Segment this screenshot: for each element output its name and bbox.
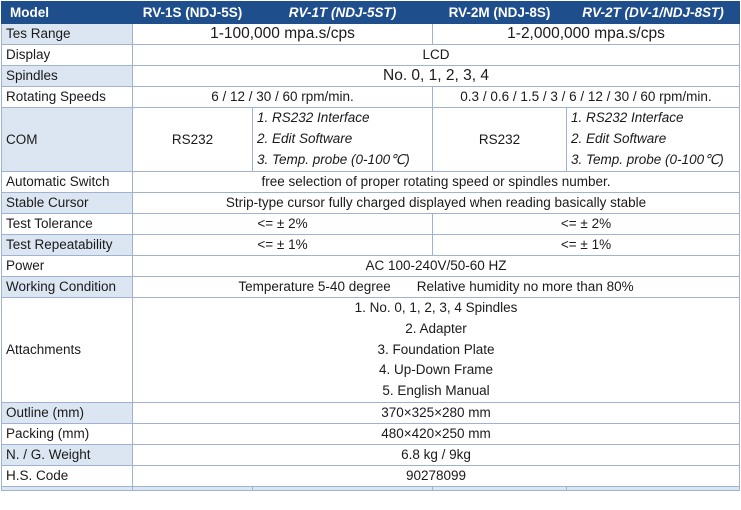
header-rv-1s: RV-1S (NDJ-5S) xyxy=(133,2,253,24)
weight-value: 6.8 kg / 9kg xyxy=(133,445,740,466)
row-label: Stable Cursor xyxy=(2,193,133,214)
com-left-list xyxy=(253,108,433,172)
attachments-list xyxy=(133,298,740,403)
com-right: RS232 xyxy=(433,108,567,172)
row-label: Attachments xyxy=(2,298,133,403)
working-condition-humidity: Relative humidity no more than 80% xyxy=(416,279,634,294)
list-item: 4. Up-Down Frame xyxy=(378,362,494,378)
test-repeatability-right: <= ± 1% xyxy=(433,235,740,256)
test-repeatability-left: <= ± 1% xyxy=(133,235,433,256)
list-item: 1. RS232 Interface xyxy=(257,110,370,125)
automatic-switch-value: free selection of proper rotating speed or spindles number. xyxy=(133,172,740,193)
row-label: COM xyxy=(2,108,133,172)
row-com xyxy=(2,108,740,172)
row-test-tolerance xyxy=(2,214,740,235)
list-item: 3. Temp. probe (0-100℃) xyxy=(257,152,410,167)
row-label: Outline (mm) xyxy=(2,403,133,424)
tes-range-right: 1-2,000,000 mpa.s/cps xyxy=(433,24,740,45)
header-rv-2m: RV-2M (NDJ-8S) xyxy=(433,2,567,24)
row-spindles xyxy=(2,66,740,87)
list-item: 3. Temp. probe (0-100℃) xyxy=(571,152,724,167)
list-item: 2. Adapter xyxy=(405,320,467,336)
tail-cell xyxy=(433,487,567,491)
outline-value: 370×325×280 mm xyxy=(133,403,740,424)
working-condition-value xyxy=(133,277,740,298)
rotating-speeds-right: 0.3 / 0.6 / 1.5 / 3 / 6 / 12 / 30 / 60 rpm/min. xyxy=(433,87,740,108)
list-item: 1. No. 0, 1, 2, 3, 4 Spindles xyxy=(354,300,518,315)
row-automatic-switch xyxy=(2,172,740,193)
tail-cell xyxy=(2,487,133,491)
list-item: 2. Edit Software xyxy=(571,131,667,146)
row-label: Working Condition xyxy=(2,277,133,298)
list-item: 1. RS232 Interface xyxy=(571,110,684,125)
row-label: Power xyxy=(2,256,133,277)
power-value: AC 100-240V/50-60 HZ xyxy=(133,256,740,277)
display-value: LCD xyxy=(133,45,740,66)
row-label: Test Tolerance xyxy=(2,214,133,235)
row-label: H.S. Code xyxy=(2,466,133,487)
row-label: N. / G. Weight xyxy=(2,445,133,466)
row-attachments xyxy=(2,298,740,403)
rotating-speeds-left: 6 / 12 / 30 / 60 rpm/min. xyxy=(133,87,433,108)
row-label: Display xyxy=(2,45,133,66)
row-label: Test Repeatability xyxy=(2,235,133,256)
row-packing xyxy=(2,424,740,445)
header-rv-1t: RV-1T (NDJ-5ST) xyxy=(253,2,433,24)
row-weight xyxy=(2,445,740,466)
tail-cell xyxy=(567,487,740,491)
row-label: Automatic Switch xyxy=(2,172,133,193)
test-tolerance-right: <= ± 2% xyxy=(433,214,740,235)
row-outline xyxy=(2,403,740,424)
specification-table xyxy=(1,1,740,491)
tail-cell xyxy=(133,487,253,491)
table-bottom-edge xyxy=(2,487,740,491)
com-left: RS232 xyxy=(133,108,253,172)
row-working-condition xyxy=(2,277,740,298)
row-test-repeatability xyxy=(2,235,740,256)
working-condition-temp: Temperature 5-40 degree xyxy=(238,279,391,294)
row-stable-cursor xyxy=(2,193,740,214)
row-label: Spindles xyxy=(2,66,133,87)
row-label: Rotating Speeds xyxy=(2,87,133,108)
list-item: 5. English Manual xyxy=(382,383,490,399)
row-label: Tes Range xyxy=(2,24,133,45)
row-hs-code xyxy=(2,466,740,487)
header-model: Model xyxy=(2,2,133,24)
row-rotating-speeds xyxy=(2,87,740,108)
com-right-list xyxy=(567,108,740,172)
list-item: 2. Edit Software xyxy=(257,131,353,146)
table-header-row xyxy=(2,2,740,24)
packing-value: 480×420×250 mm xyxy=(133,424,740,445)
stable-cursor-value: Strip-type cursor fully charged displayed when reading basically stable xyxy=(133,193,740,214)
header-rv-2t: RV-2T (DV-1/NDJ-8ST) xyxy=(567,2,740,24)
spindles-value: No. 0, 1, 2, 3, 4 xyxy=(133,66,740,87)
list-item: 3. Foundation Plate xyxy=(377,341,495,357)
row-display xyxy=(2,45,740,66)
tes-range-left: 1-100,000 mpa.s/cps xyxy=(133,24,433,45)
tail-cell xyxy=(253,487,433,491)
test-tolerance-left: <= ± 2% xyxy=(133,214,433,235)
row-label: Packing (mm) xyxy=(2,424,133,445)
hs-code-value: 90278099 xyxy=(133,466,740,487)
row-tes-range xyxy=(2,24,740,45)
row-power xyxy=(2,256,740,277)
